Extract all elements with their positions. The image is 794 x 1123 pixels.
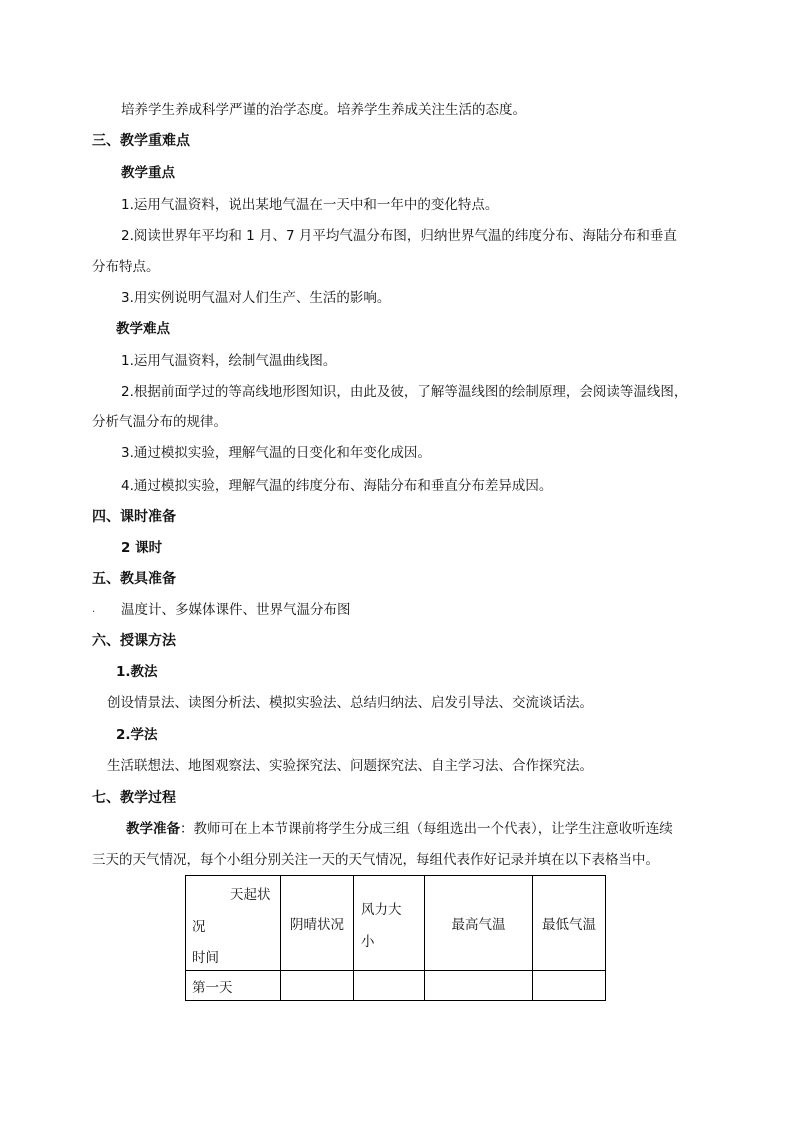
difficulty-3: 3.通过模拟实验，理解气温的日变化和年变化成因。	[121, 445, 431, 461]
key-point-1: 1.运用气温资料，说出某地气温在一天中和一年中的变化特点。	[121, 197, 499, 213]
intro-line: 培养学生养成科学严谨的治学态度。培养学生养成关注生活的态度。	[121, 102, 526, 118]
learning-method-content: 生活联想法、地图观察法、实验探究法、问题探究法、自主学习法、合作探究法。	[107, 758, 593, 774]
header-sky-condition: 阴晴状况	[281, 876, 354, 971]
teaching-aids: 温度计、多媒体课件、世界气温分布图	[121, 602, 351, 618]
key-point-2-cont: 分布特点。	[92, 259, 160, 275]
header-wind-force: 风力大 小	[354, 876, 425, 971]
difficulty-2-cont: 分析气温分布的规律。	[92, 414, 227, 430]
table-row	[186, 971, 606, 1001]
key-point-3: 3.用实例说明气温对人们生产、生活的影响。	[121, 290, 391, 306]
header-min-temp: 最低气温	[533, 876, 606, 971]
table-cell[interactable]	[425, 971, 533, 1001]
key-point-2: 2.阅读世界年平均和 1 月、7 月平均气温分布图，归纳世界气温的纬度分布、海陆分布和垂直	[121, 228, 677, 244]
preparation-text: ：教师可在上本节课前将学生分成三组（每组选出一个代表），让学生注意收听连续	[180, 821, 673, 837]
table-header-row	[186, 876, 606, 971]
table-cell[interactable]	[354, 971, 425, 1001]
teaching-method-heading: 1.教法	[116, 664, 158, 680]
corner-label-3: 时间	[192, 950, 219, 966]
preparation-paragraph-cont: 三天的天气情况，每个小组分别关注一天的天气情况，每组代表作好记录并填在以下表格当中。	[92, 852, 659, 868]
header-max-temp: 最高气温	[425, 876, 533, 971]
difficulties-heading: 教学难点	[116, 321, 170, 337]
preparation-label: 教学准备	[126, 821, 180, 837]
section-5-heading: 五、教具准备	[92, 571, 176, 587]
learning-method-heading: 2.学法	[116, 727, 158, 743]
corner-label-2: 况	[192, 919, 206, 935]
weather-record-table	[185, 875, 606, 1001]
table-cell[interactable]	[533, 971, 606, 1001]
section-3-heading: 三、教学重难点	[92, 133, 190, 149]
class-hours: 2 课时	[121, 540, 163, 556]
key-points-heading: 教学重点	[121, 165, 175, 181]
difficulty-2: 2.根据前面学过的等高线地形图知识，由此及彼，了解等温线图的绘制原理，会阅读等温线图，	[121, 384, 688, 400]
teaching-method-content: 创设情景法、读图分析法、模拟实验法、总结归纳法、启发引导法、交流谈话法。	[107, 695, 593, 711]
bullet-mark: .	[92, 604, 96, 615]
difficulty-4: 4.通过模拟实验，理解气温的纬度分布、海陆分布和垂直分布差异成因。	[121, 478, 553, 494]
preparation-paragraph	[126, 819, 673, 839]
difficulty-1: 1.运用气温资料，绘制气温曲线图。	[121, 353, 337, 369]
section-6-heading: 六、授课方法	[92, 633, 176, 649]
section-7-heading: 七、教学过程	[92, 790, 176, 806]
section-4-heading: 四、课时准备	[92, 509, 176, 525]
table-cell[interactable]	[281, 971, 354, 1001]
table-corner-cell	[186, 876, 281, 971]
row-day-label: 第一天	[186, 971, 281, 1001]
corner-label-1: 天起状	[230, 887, 271, 903]
